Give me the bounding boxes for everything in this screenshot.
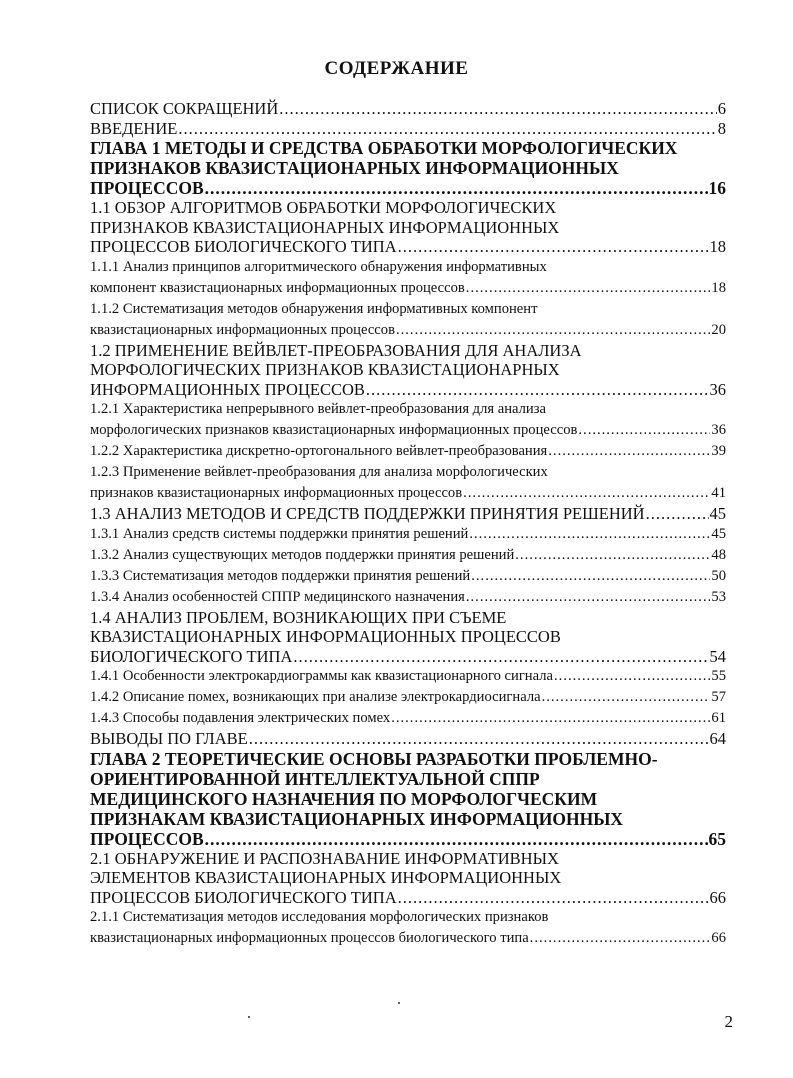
toc-subsection-1-3-3[interactable]: [90, 566, 726, 587]
toc-subsection-1-1-1[interactable]: [90, 257, 726, 299]
dot-leader: [646, 504, 709, 524]
toc-entry-conclusions[interactable]: [90, 729, 726, 749]
dot-leader: [293, 647, 708, 667]
scan-speck: [398, 1002, 400, 1004]
toc-section-2-1[interactable]: [90, 849, 726, 908]
dot-leader: [469, 524, 710, 545]
dot-leader: [391, 708, 710, 729]
toc-page-number: 61: [711, 710, 726, 726]
dot-leader: [463, 483, 710, 504]
toc-line: 2.1 ОБНАРУЖЕНИЕ И РАСПОЗНАВАНИЕ ИНФОРМАТИВНЫХ: [90, 848, 559, 868]
toc-line: ИНФОРМАЦИОННЫХ ПРОЦЕССОВ: [90, 379, 365, 399]
table-of-contents: [90, 99, 726, 949]
toc-subsection-1-2-2[interactable]: [90, 441, 726, 462]
toc-page-number: 66: [711, 930, 726, 946]
toc-line: 1.2 ПРИМЕНЕНИЕ ВЕЙВЛЕТ-ПРЕОБРАЗОВАНИЯ ДЛЯ АНАЛИЗА: [90, 340, 582, 360]
toc-page-number: 45: [711, 525, 726, 542]
dot-leader: [279, 99, 716, 119]
toc-line: морфологических признаков квазистационарных информационных процессов: [90, 422, 578, 438]
toc-page-number: 66: [709, 887, 726, 907]
dot-leader: [548, 441, 710, 462]
toc-line: ОРИЕНТИРОВАННОЙ ИНТЕЛЛЕКТУАЛЬНОЙ СППР: [90, 768, 540, 789]
toc-entry-title: 1.4.1 Особенности электрокардиограммы как квазистационарного сигнала: [90, 668, 553, 684]
toc-entry-title: СПИСОК СОКРАЩЕНИЙ: [90, 99, 279, 118]
toc-page-number: 39: [711, 443, 726, 459]
toc-line: ПРИЗНАКАМ КВАЗИСТАЦИОНАРНЫХ ИНФОРМАЦИОННЫХ: [90, 808, 624, 829]
toc-line: 1.4 АНАЛИЗ ПРОБЛЕМ, ВОЗНИКАЮЩИХ ПРИ СЪЕМЕ: [90, 607, 507, 627]
toc-entry-title: ВВЕДЕНИЕ: [90, 118, 178, 138]
toc-page-number: 64: [709, 729, 726, 748]
toc-entry-title: 1.3.4 Анализ особенностей СППР медицинского назначения: [90, 588, 465, 605]
dot-leader: [542, 687, 711, 708]
toc-page-number: 18: [711, 279, 726, 296]
dot-leader: [249, 729, 709, 749]
toc-line: ПРОЦЕССОВ: [90, 178, 204, 198]
toc-page-number: 36: [709, 379, 726, 399]
toc-subsection-1-1-2[interactable]: [90, 299, 726, 341]
toc-subsection-1-3-2[interactable]: [90, 545, 726, 566]
toc-entry-title: 1.3.2 Анализ существующих методов поддержки принятия решений: [90, 546, 515, 563]
toc-entry-abbreviations[interactable]: [90, 99, 726, 119]
toc-entry-title: 1.4.3 Способы подавления электрических помех: [90, 710, 391, 726]
toc-page-number: 54: [709, 646, 726, 666]
toc-line: КВАЗИСТАЦИОНАРНЫХ ИНФОРМАЦИОННЫХ ПРОЦЕССОВ: [90, 627, 561, 646]
toc-subsection-1-4-3[interactable]: [90, 708, 726, 729]
toc-subsection-2-1-1[interactable]: [90, 907, 726, 949]
dot-leader: [396, 320, 710, 341]
toc-line: ГЛАВА 2 ТЕОРЕТИЧЕСКИЕ ОСНОВЫ РАЗРАБОТКИ ПРОБЛЕМНО-: [90, 748, 658, 769]
scan-speck: [248, 1016, 250, 1018]
dot-leader: [205, 178, 708, 198]
toc-page-number: 8: [717, 118, 726, 138]
toc-line: ПРИЗНАКОВ КВАЗИСТАЦИОНАРНЫХ ИНФОРМАЦИОННЫХ: [90, 158, 619, 178]
toc-line: квазистационарных информационных процессов: [90, 321, 395, 338]
toc-page-number: 36: [711, 422, 726, 438]
toc-subsection-1-3-4[interactable]: [90, 587, 726, 608]
dot-leader: [466, 278, 711, 299]
toc-line: МЕДИЦИНСКОГО НАЗНАЧЕНИЯ ПО МОРФОЛОГЧЕСКИМ: [90, 788, 598, 809]
toc-page-number: 16: [708, 178, 726, 198]
toc-page-number: 45: [709, 504, 726, 523]
dot-leader: [530, 928, 711, 949]
toc-entry-title: 1.4.2 Описание помех, возникающих при анализе электрокардиосигнала: [90, 689, 541, 705]
toc-line: 1.1.2 Систематизация методов обнаружения информативных компонент: [90, 300, 538, 317]
toc-line: компонент квазистационарных информационных процессов: [90, 279, 465, 296]
page-number: 2: [724, 1012, 733, 1031]
dot-leader: [515, 545, 710, 566]
toc-entry-title: 1.2.2 Характеристика дискретно-ортогонального вейвлет-преобразования: [90, 443, 548, 459]
toc-chapter-1[interactable]: [90, 138, 726, 198]
toc-line: БИОЛОГИЧЕСКОГО ТИПА: [90, 646, 293, 666]
toc-line: ПРОЦЕССОВ: [90, 828, 204, 849]
toc-line: 1.1 ОБЗОР АЛГОРИТМОВ ОБРАБОТКИ МОРФОЛОГИЧЕСКИХ: [90, 198, 557, 217]
dot-leader: [398, 888, 709, 908]
toc-page-number: 65: [708, 828, 726, 849]
toc-subsection-1-2-1[interactable]: [90, 399, 726, 441]
dot-leader: [366, 380, 709, 400]
dot-leader: [471, 566, 710, 587]
toc-section-1-1[interactable]: [90, 198, 726, 257]
toc-page-number: 53: [711, 588, 726, 605]
toc-page-number: 6: [717, 99, 726, 118]
dot-leader: [554, 666, 710, 687]
toc-entry-title: ВЫВОДЫ ПО ГЛАВЕ: [90, 729, 248, 748]
toc-subsection-1-2-3[interactable]: [90, 462, 726, 504]
toc-section-1-3[interactable]: [90, 504, 726, 524]
toc-entry-introduction[interactable]: [90, 119, 726, 139]
toc-section-1-4[interactable]: [90, 608, 726, 667]
dot-leader: [398, 237, 709, 257]
toc-line: ГЛАВА 1 МЕТОДЫ И СРЕДСТВА ОБРАБОТКИ МОРФОЛОГИЧЕСКИХ: [90, 138, 678, 158]
dot-leader: [205, 829, 708, 849]
toc-section-1-2[interactable]: [90, 341, 726, 400]
dot-leader: [178, 119, 716, 139]
toc-page-number: 48: [711, 546, 726, 563]
toc-page-number: 20: [711, 321, 726, 338]
toc-subsection-1-3-1[interactable]: [90, 524, 726, 545]
toc-entry-title: 1.3.3 Систематизация методов поддержки принятия решений: [90, 567, 471, 584]
dot-leader: [578, 420, 710, 441]
toc-entry-title: 1.3 АНАЛИЗ МЕТОДОВ И СРЕДСТВ ПОДДЕРЖКИ ПРИНЯТИЯ РЕШЕНИЙ: [90, 504, 645, 523]
toc-line: квазистационарных информационных процессов биологического типа: [90, 930, 529, 946]
toc-line: 2.1.1 Систематизация методов исследования морфологических признаков: [90, 909, 549, 925]
dot-leader: [466, 587, 711, 608]
toc-line: признаков квазистационарных информационных процессов: [90, 485, 463, 501]
toc-page-number: 41: [711, 485, 726, 501]
toc-page-number: 55: [711, 668, 726, 684]
toc-page-number: 18: [709, 237, 726, 256]
toc-line: 1.2.3 Применение вейвлет-преобразования для анализа морфологических: [90, 464, 548, 480]
toc-page-number: 57: [711, 689, 726, 705]
toc-chapter-2[interactable]: [90, 749, 726, 849]
page-title: СОДЕРЖАНИЕ: [324, 58, 469, 79]
toc-line: ПРИЗНАКОВ КВАЗИСТАЦИОНАРНЫХ ИНФОРМАЦИОННЫХ: [90, 217, 560, 237]
toc-line: 1.2.1 Характеристика непрерывного вейвлет-преобразования для анализа: [90, 401, 546, 417]
toc-subsection-1-4-2[interactable]: [90, 687, 726, 708]
toc-line: ПРОЦЕССОВ БИОЛОГИЧЕСКОГО ТИПА: [90, 237, 397, 256]
toc-entry-title: 1.3.1 Анализ средств системы поддержки принятия решений: [90, 525, 469, 542]
toc-subsection-1-4-1[interactable]: [90, 666, 726, 687]
toc-page-number: 50: [711, 567, 726, 584]
toc-line: ПРОЦЕССОВ БИОЛОГИЧЕСКОГО ТИПА: [90, 887, 397, 907]
toc-line: 1.1.1 Анализ принципов алгоритмического обнаружения информативных: [90, 258, 547, 275]
toc-line: ЭЛЕМЕНТОВ КВАЗИСТАЦИОНАРНЫХ ИНФОРМАЦИОННЫХ: [90, 868, 562, 887]
toc-line: МОРФОЛОГИЧЕСКИХ ПРИЗНАКОВ КВАЗИСТАЦИОНАРНЫХ: [90, 360, 560, 379]
